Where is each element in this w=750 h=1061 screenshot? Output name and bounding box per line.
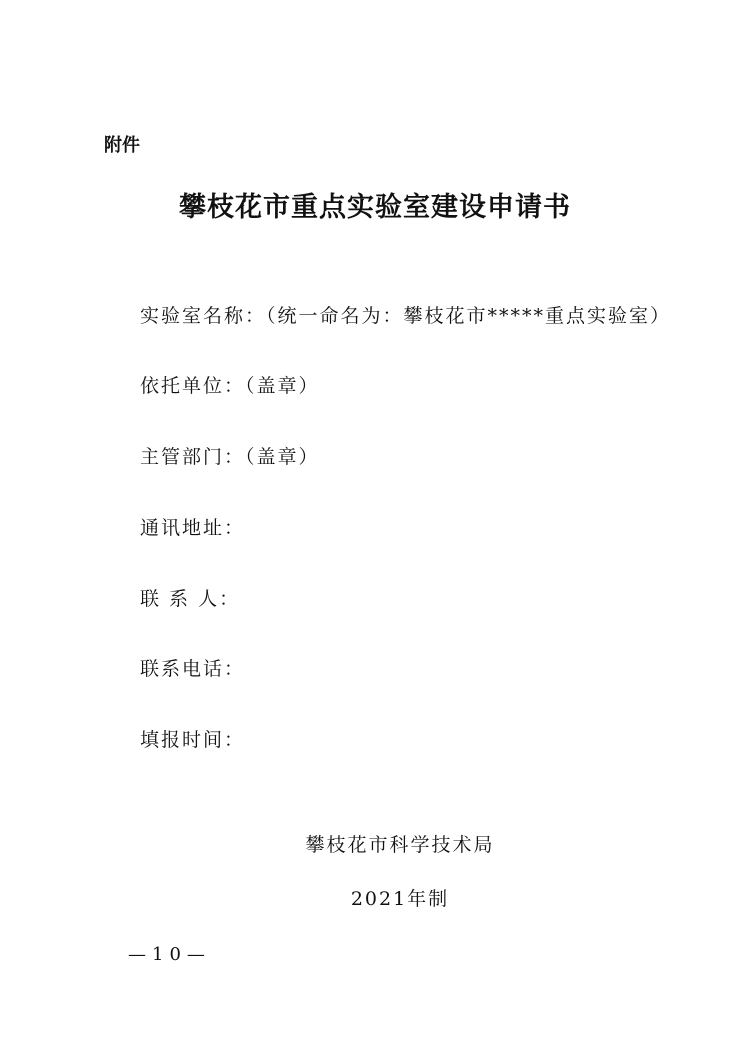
field-submission-date: 填报时间： xyxy=(140,729,246,751)
field-host-unit: 依托单位：（盖章） xyxy=(140,375,320,397)
issuer-name: 攀枝花市科学技术局 xyxy=(305,834,495,856)
field-contact-phone: 联系电话： xyxy=(140,658,246,680)
field-mailing-address: 通讯地址： xyxy=(140,517,246,539)
attachment-label: 附件 xyxy=(104,135,140,156)
page-number: —10— xyxy=(128,944,211,965)
field-lab-name: 实验室名称：（统一命名为：攀枝花市*****重点实验室） xyxy=(140,305,672,327)
field-supervising-dept: 主管部门：（盖章） xyxy=(140,446,320,468)
document-title: 攀枝花市重点实验室建设申请书 xyxy=(179,192,571,223)
issue-date: 2021年制 xyxy=(350,888,450,910)
field-contact-person: 联 系 人： xyxy=(140,588,241,610)
